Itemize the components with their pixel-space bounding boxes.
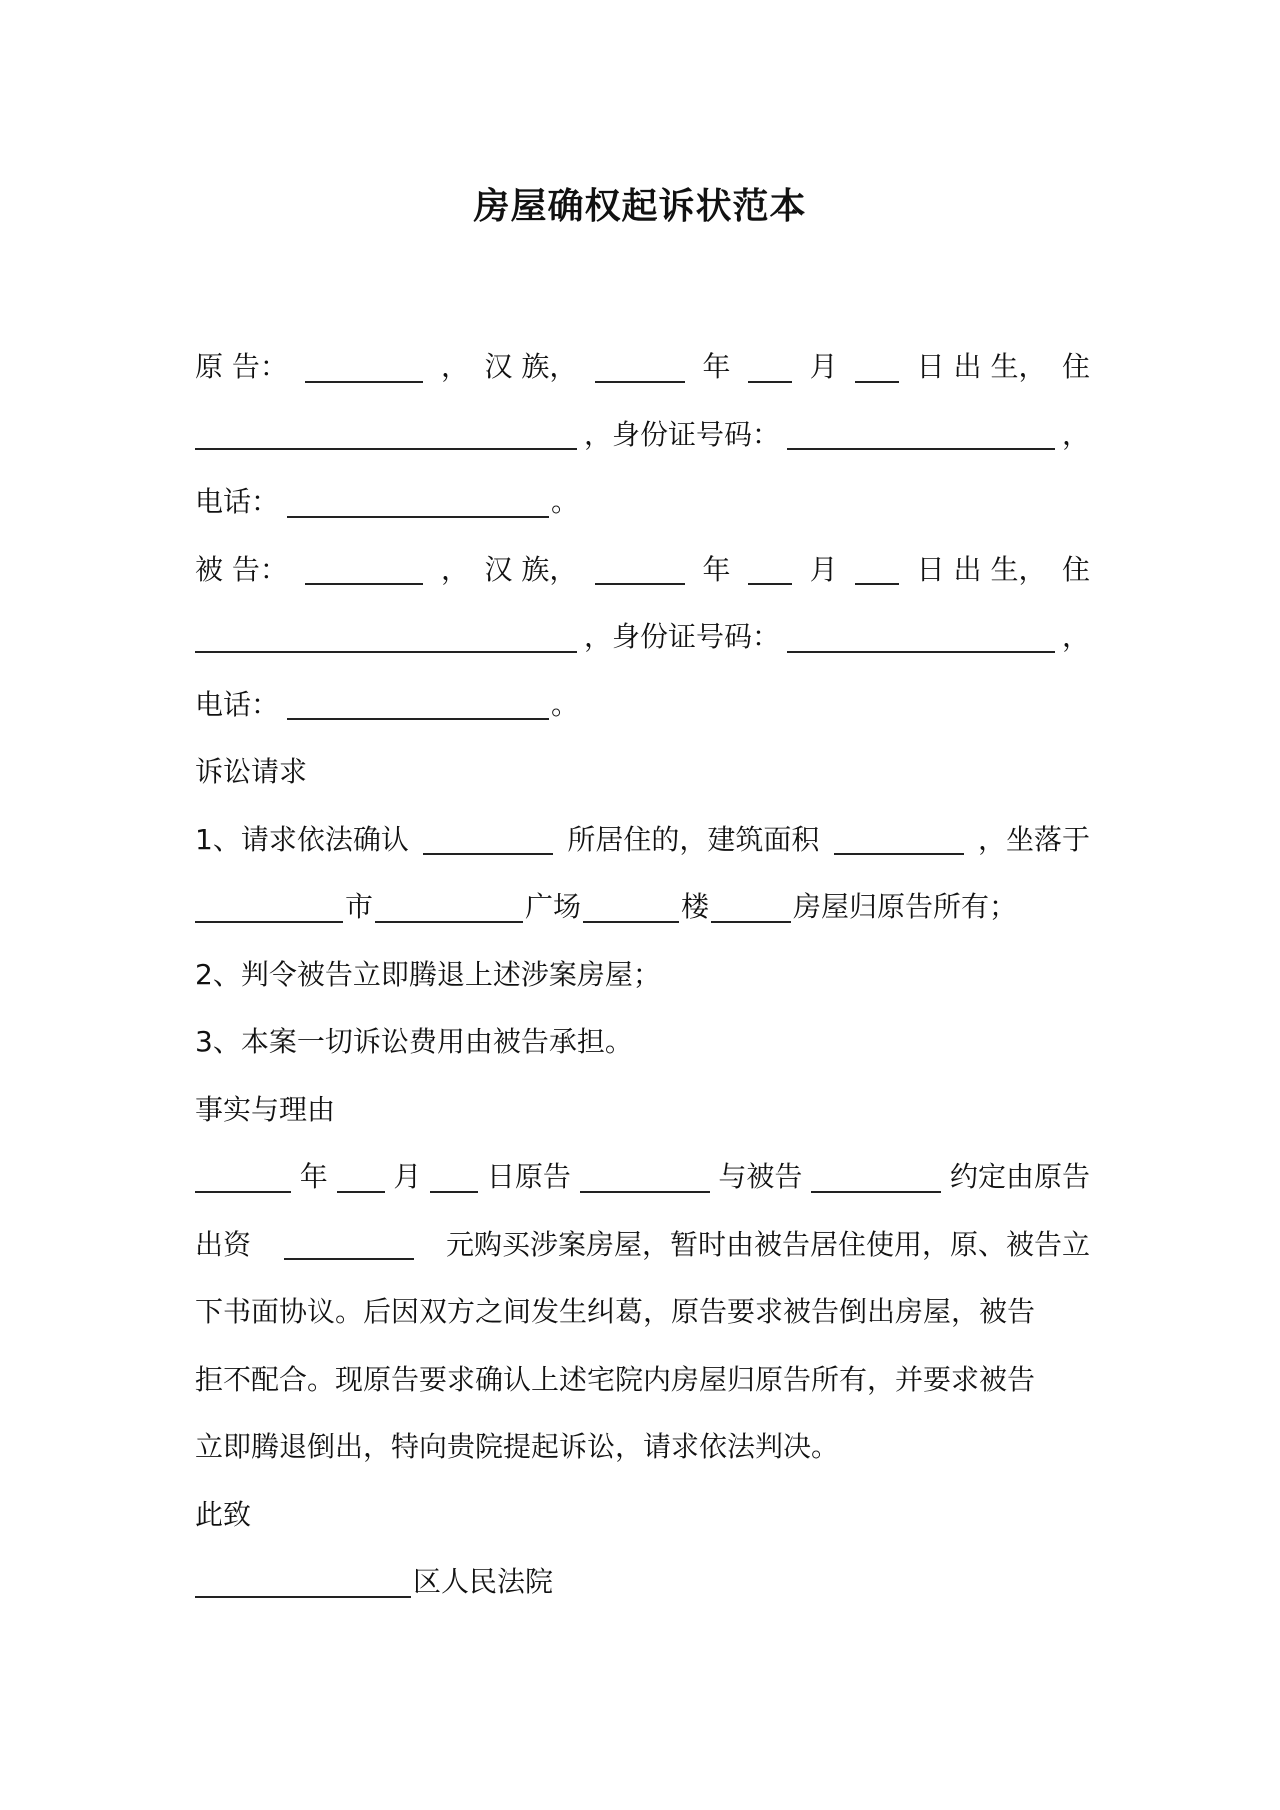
claim-item-2 bbox=[195, 941, 1090, 1009]
claims-heading bbox=[195, 738, 1090, 806]
facts-plaintiff-blank bbox=[580, 1169, 710, 1193]
defendant-phone-label: 电话： bbox=[195, 687, 280, 721]
claim-1-text-a: 1、请求依法确认 bbox=[195, 822, 409, 856]
facts-line-5 bbox=[195, 1413, 1090, 1481]
plaintiff-line-2 bbox=[195, 401, 1090, 469]
plaintiff-day-blank bbox=[855, 359, 899, 383]
court-district-blank bbox=[195, 1574, 411, 1598]
plaintiff-month-blank bbox=[748, 359, 792, 383]
claim-1-building-label: 楼 bbox=[681, 890, 710, 923]
claims-heading-text: 诉讼请求 bbox=[195, 755, 308, 788]
facts-month-blank bbox=[337, 1169, 385, 1193]
plaintiff-line-1 bbox=[195, 333, 1090, 401]
defendant-name-blank bbox=[305, 561, 423, 585]
salutation-text: 此致 bbox=[195, 1497, 252, 1531]
defendant-year-label: 年 bbox=[702, 552, 731, 586]
claim-1-end: 房屋归原告所有； bbox=[793, 890, 1018, 923]
claim-1-building-blank bbox=[583, 899, 679, 923]
plaintiff-residence-label: 住 bbox=[1061, 350, 1090, 383]
claim-1-text-b: 所居住的，建筑面积 bbox=[567, 822, 820, 856]
claim-1-square-label: 广场 bbox=[525, 890, 582, 923]
defendant-id-end: ， bbox=[1061, 620, 1090, 653]
defendant-label: 被 告： bbox=[195, 552, 288, 586]
facts-day-blank bbox=[430, 1169, 478, 1193]
defendant-residence-label: 住 bbox=[1061, 552, 1090, 586]
plaintiff-phone-blank bbox=[287, 494, 549, 518]
facts-line-2-text: 元购买涉案房屋，暂时由被告居住使用，原、被告立 bbox=[445, 1227, 1090, 1261]
facts-month-label: 月 bbox=[393, 1160, 422, 1193]
plaintiff-year-blank bbox=[595, 359, 685, 383]
closing-court bbox=[195, 1548, 1090, 1616]
defendant-year-blank bbox=[595, 561, 685, 585]
claim-3-text: 3、本案一切诉讼费用由被告承担。 bbox=[195, 1025, 633, 1058]
plaintiff-line-3 bbox=[195, 468, 1090, 536]
plaintiff-phone-label: 电话： bbox=[195, 485, 280, 518]
defendant-phone-blank bbox=[287, 696, 549, 720]
closing-salutation bbox=[195, 1481, 1090, 1549]
defendant-birth-label: 日 出 生， bbox=[916, 552, 1047, 586]
facts-line-3 bbox=[195, 1278, 1090, 1346]
defendant-day-blank bbox=[855, 561, 899, 585]
facts-year-blank bbox=[195, 1169, 291, 1193]
plaintiff-ethnicity: 汉 族， bbox=[484, 350, 578, 383]
defendant-ethnicity: 汉 族， bbox=[484, 552, 578, 586]
claim-1-area-blank bbox=[834, 831, 964, 855]
court-suffix: 区人民法院 bbox=[413, 1565, 554, 1598]
claim-1-text-c: ，坐落于 bbox=[977, 822, 1090, 856]
facts-with-label: 与被告 bbox=[718, 1160, 803, 1193]
plaintiff-id-label: ，身份证号码： bbox=[583, 417, 780, 451]
document-title: 房屋确权起诉状范本 bbox=[473, 186, 807, 227]
facts-line-1 bbox=[195, 1143, 1090, 1211]
plaintiff-id-blank bbox=[787, 426, 1055, 450]
facts-line-3-text: 下书面协议。后因双方之间发生纠葛，原告要求被告倒出房屋，被告 bbox=[195, 1295, 1036, 1328]
facts-defendant-blank bbox=[811, 1169, 941, 1193]
facts-line-4-text: 拒不配合。现原告要求确认上述宅院内房屋归原告所有，并要求被告 bbox=[195, 1362, 1036, 1396]
defendant-month-blank bbox=[748, 561, 792, 585]
plaintiff-address-blank bbox=[195, 426, 577, 450]
defendant-sep: ， bbox=[440, 552, 469, 586]
defendant-phone-end: 。 bbox=[551, 687, 580, 721]
defendant-id-blank bbox=[787, 629, 1055, 653]
claim-1-occupant-blank bbox=[423, 831, 553, 855]
defendant-address-blank bbox=[195, 629, 577, 653]
facts-invest-label: 出资 bbox=[195, 1227, 252, 1261]
defendant-month-label: 月 bbox=[809, 552, 838, 586]
plaintiff-sep: ， bbox=[440, 350, 469, 383]
plaintiff-label: 原 告： bbox=[195, 350, 288, 383]
plaintiff-birth-label: 日 出 生， bbox=[916, 350, 1047, 383]
defendant-id-label: ，身份证号码： bbox=[583, 620, 780, 653]
defendant-line-2 bbox=[195, 603, 1090, 671]
facts-line-5-text: 立即腾退倒出，特向贵院提起诉讼，请求依法判决。 bbox=[195, 1430, 840, 1463]
plaintiff-month-label: 月 bbox=[809, 350, 838, 383]
facts-line-2 bbox=[195, 1211, 1090, 1279]
defendant-line-3 bbox=[195, 671, 1090, 739]
facts-year-label: 年 bbox=[299, 1160, 328, 1193]
plaintiff-year-label: 年 bbox=[702, 350, 731, 383]
claim-item-3 bbox=[195, 1008, 1090, 1076]
defendant-line-1 bbox=[195, 536, 1090, 604]
claim-2-text: 2、判令被告立即腾退上述涉案房屋； bbox=[195, 957, 661, 991]
facts-agreed-label: 约定由原告 bbox=[949, 1160, 1090, 1193]
facts-heading bbox=[195, 1076, 1090, 1144]
facts-line-4 bbox=[195, 1346, 1090, 1414]
claim-1-unit-blank bbox=[711, 899, 791, 923]
claim-item-1-line-1 bbox=[195, 806, 1090, 874]
plaintiff-name-blank bbox=[305, 359, 423, 383]
facts-heading-text: 事实与理由 bbox=[195, 1092, 336, 1126]
claim-1-city-label: 市 bbox=[345, 890, 374, 923]
claim-1-square-blank bbox=[375, 899, 523, 923]
plaintiff-phone-end: 。 bbox=[551, 485, 580, 518]
facts-day-label: 日原告 bbox=[486, 1160, 571, 1193]
document-body bbox=[195, 333, 1090, 1616]
claim-1-city-blank bbox=[195, 899, 343, 923]
facts-amount-blank bbox=[284, 1236, 414, 1260]
claim-item-1-line-2 bbox=[195, 873, 1090, 941]
plaintiff-id-end: ， bbox=[1061, 417, 1090, 451]
